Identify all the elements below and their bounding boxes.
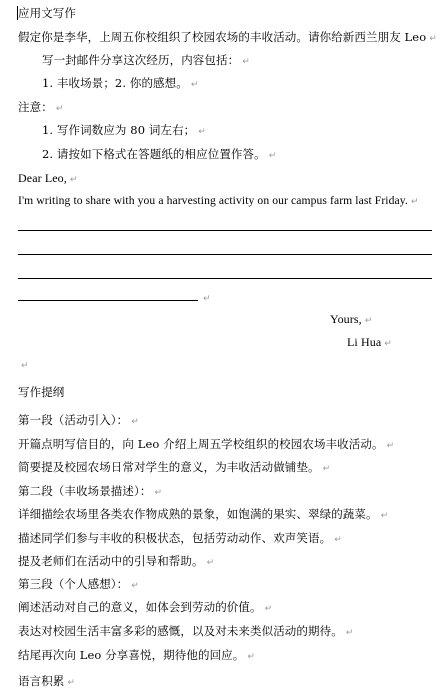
paragraph-mark-icon: ↵ [364, 316, 373, 326]
paragraph-mark-icon: ↵ [345, 628, 354, 638]
para1-title: 第一段（活动引入）： ↵ [18, 413, 139, 427]
paragraph-mark-icon: ↵ [410, 197, 419, 207]
paragraph-mark-icon: ↵ [206, 558, 215, 568]
paragraph-mark-icon: ↵ [203, 294, 211, 304]
paragraph-mark-icon: ↵ [247, 652, 256, 662]
paragraph-mark-icon: ↵ [198, 127, 206, 137]
note-1: 1. 写作词数应为 80 词左右； ↵ [42, 123, 206, 137]
para3-line-2: 表达对校园生活丰富多彩的感慨，以及对未来类似活动的期待。 ↵ [18, 624, 354, 638]
para2-line-2: 描述同学们参与丰收的积极状态，包括劳动动作、欢声笑语。 ↵ [18, 531, 342, 545]
closing: Yours, ↵ [330, 312, 373, 326]
writing-line-4[interactable] [18, 300, 198, 301]
salutation: Dear Leo, ↵ [18, 171, 78, 185]
notes-title: 注意： ↵ [18, 100, 64, 114]
paragraph-mark-icon: ↵ [69, 175, 78, 185]
vocab-title: 语言积累 ↵ [18, 674, 76, 688]
paragraph-mark-icon: ↵ [154, 488, 163, 498]
paragraph-mark-icon: ↵ [131, 417, 139, 427]
paragraph-mark-icon: ↵ [242, 57, 250, 67]
para1-line-1: 开篇点明写信目的，向 Leo 介绍上周五学校组织的校园农场丰收活动。 ↵ [18, 437, 395, 451]
outline-title: 写作提纲 [18, 385, 65, 399]
paragraph-mark-icon: ↵ [264, 604, 273, 614]
paragraph-mark-icon: ↵ [380, 511, 389, 521]
paragraph-mark-icon: ↵ [322, 464, 331, 474]
para3-line-1: 阐述活动对自己的意义，如体会到劳动的价值。 ↵ [18, 600, 273, 614]
para2-line-3: 提及老师们在活动中的引导和帮助。 ↵ [18, 554, 215, 568]
note-2: 2. 请按如下格式在答题纸的相应位置作答。 ↵ [42, 147, 277, 161]
para3-line-3: 结尾再次向 Leo 分享喜悦，期待他的回应。 ↵ [18, 648, 256, 662]
para3-title: 第三段（个人感想）： ↵ [18, 577, 139, 591]
prompt-line-1: 假定你是李华，上周五你校组织了校园农场的丰收活动。请你给新西兰朋友 Leo ↵ [18, 30, 437, 44]
writing-line-3[interactable] [18, 278, 432, 279]
content-points: 1. 丰收场景；2. 你的感想。 ↵ [42, 76, 199, 90]
paragraph-mark-icon: ↵ [21, 361, 29, 371]
para2-title: 第二段（丰收场景描述）： ↵ [18, 484, 163, 498]
paragraph-mark-icon: ↵ [268, 151, 277, 161]
doc-title: 应用文写作 [18, 6, 76, 20]
paragraph-mark-icon: ↵ [386, 441, 395, 451]
para1-line-2: 简要提及校园农场日常对学生的意义，为丰收活动做铺垫。 ↵ [18, 460, 331, 474]
prompt-line-2: 写一封邮件分享这次经历，内容包括： ↵ [42, 53, 250, 67]
empty-paragraph [18, 357, 29, 373]
para2-line-1: 详细描绘农场里各类农作物成熟的景象，如饱满的果实、翠绿的蔬菜。 ↵ [18, 507, 389, 521]
paragraph-mark-icon: ↵ [55, 104, 64, 114]
paragraph-mark-icon: ↵ [131, 581, 139, 591]
paragraph-mark-icon: ↵ [429, 34, 437, 44]
opening-sentence: I'm writing to share with you a harvesting activity on our campus farm last Friday. ↵ [18, 194, 419, 207]
writing-line-2[interactable] [18, 254, 432, 255]
signature: Li Hua ↵ [347, 335, 392, 349]
writing-line-1[interactable] [18, 230, 432, 231]
paragraph-mark-icon: ↵ [334, 535, 342, 545]
paragraph-mark-icon: ↵ [67, 678, 76, 688]
paragraph-mark-icon: ↵ [190, 80, 199, 90]
paragraph-mark-icon: ↵ [384, 339, 392, 349]
